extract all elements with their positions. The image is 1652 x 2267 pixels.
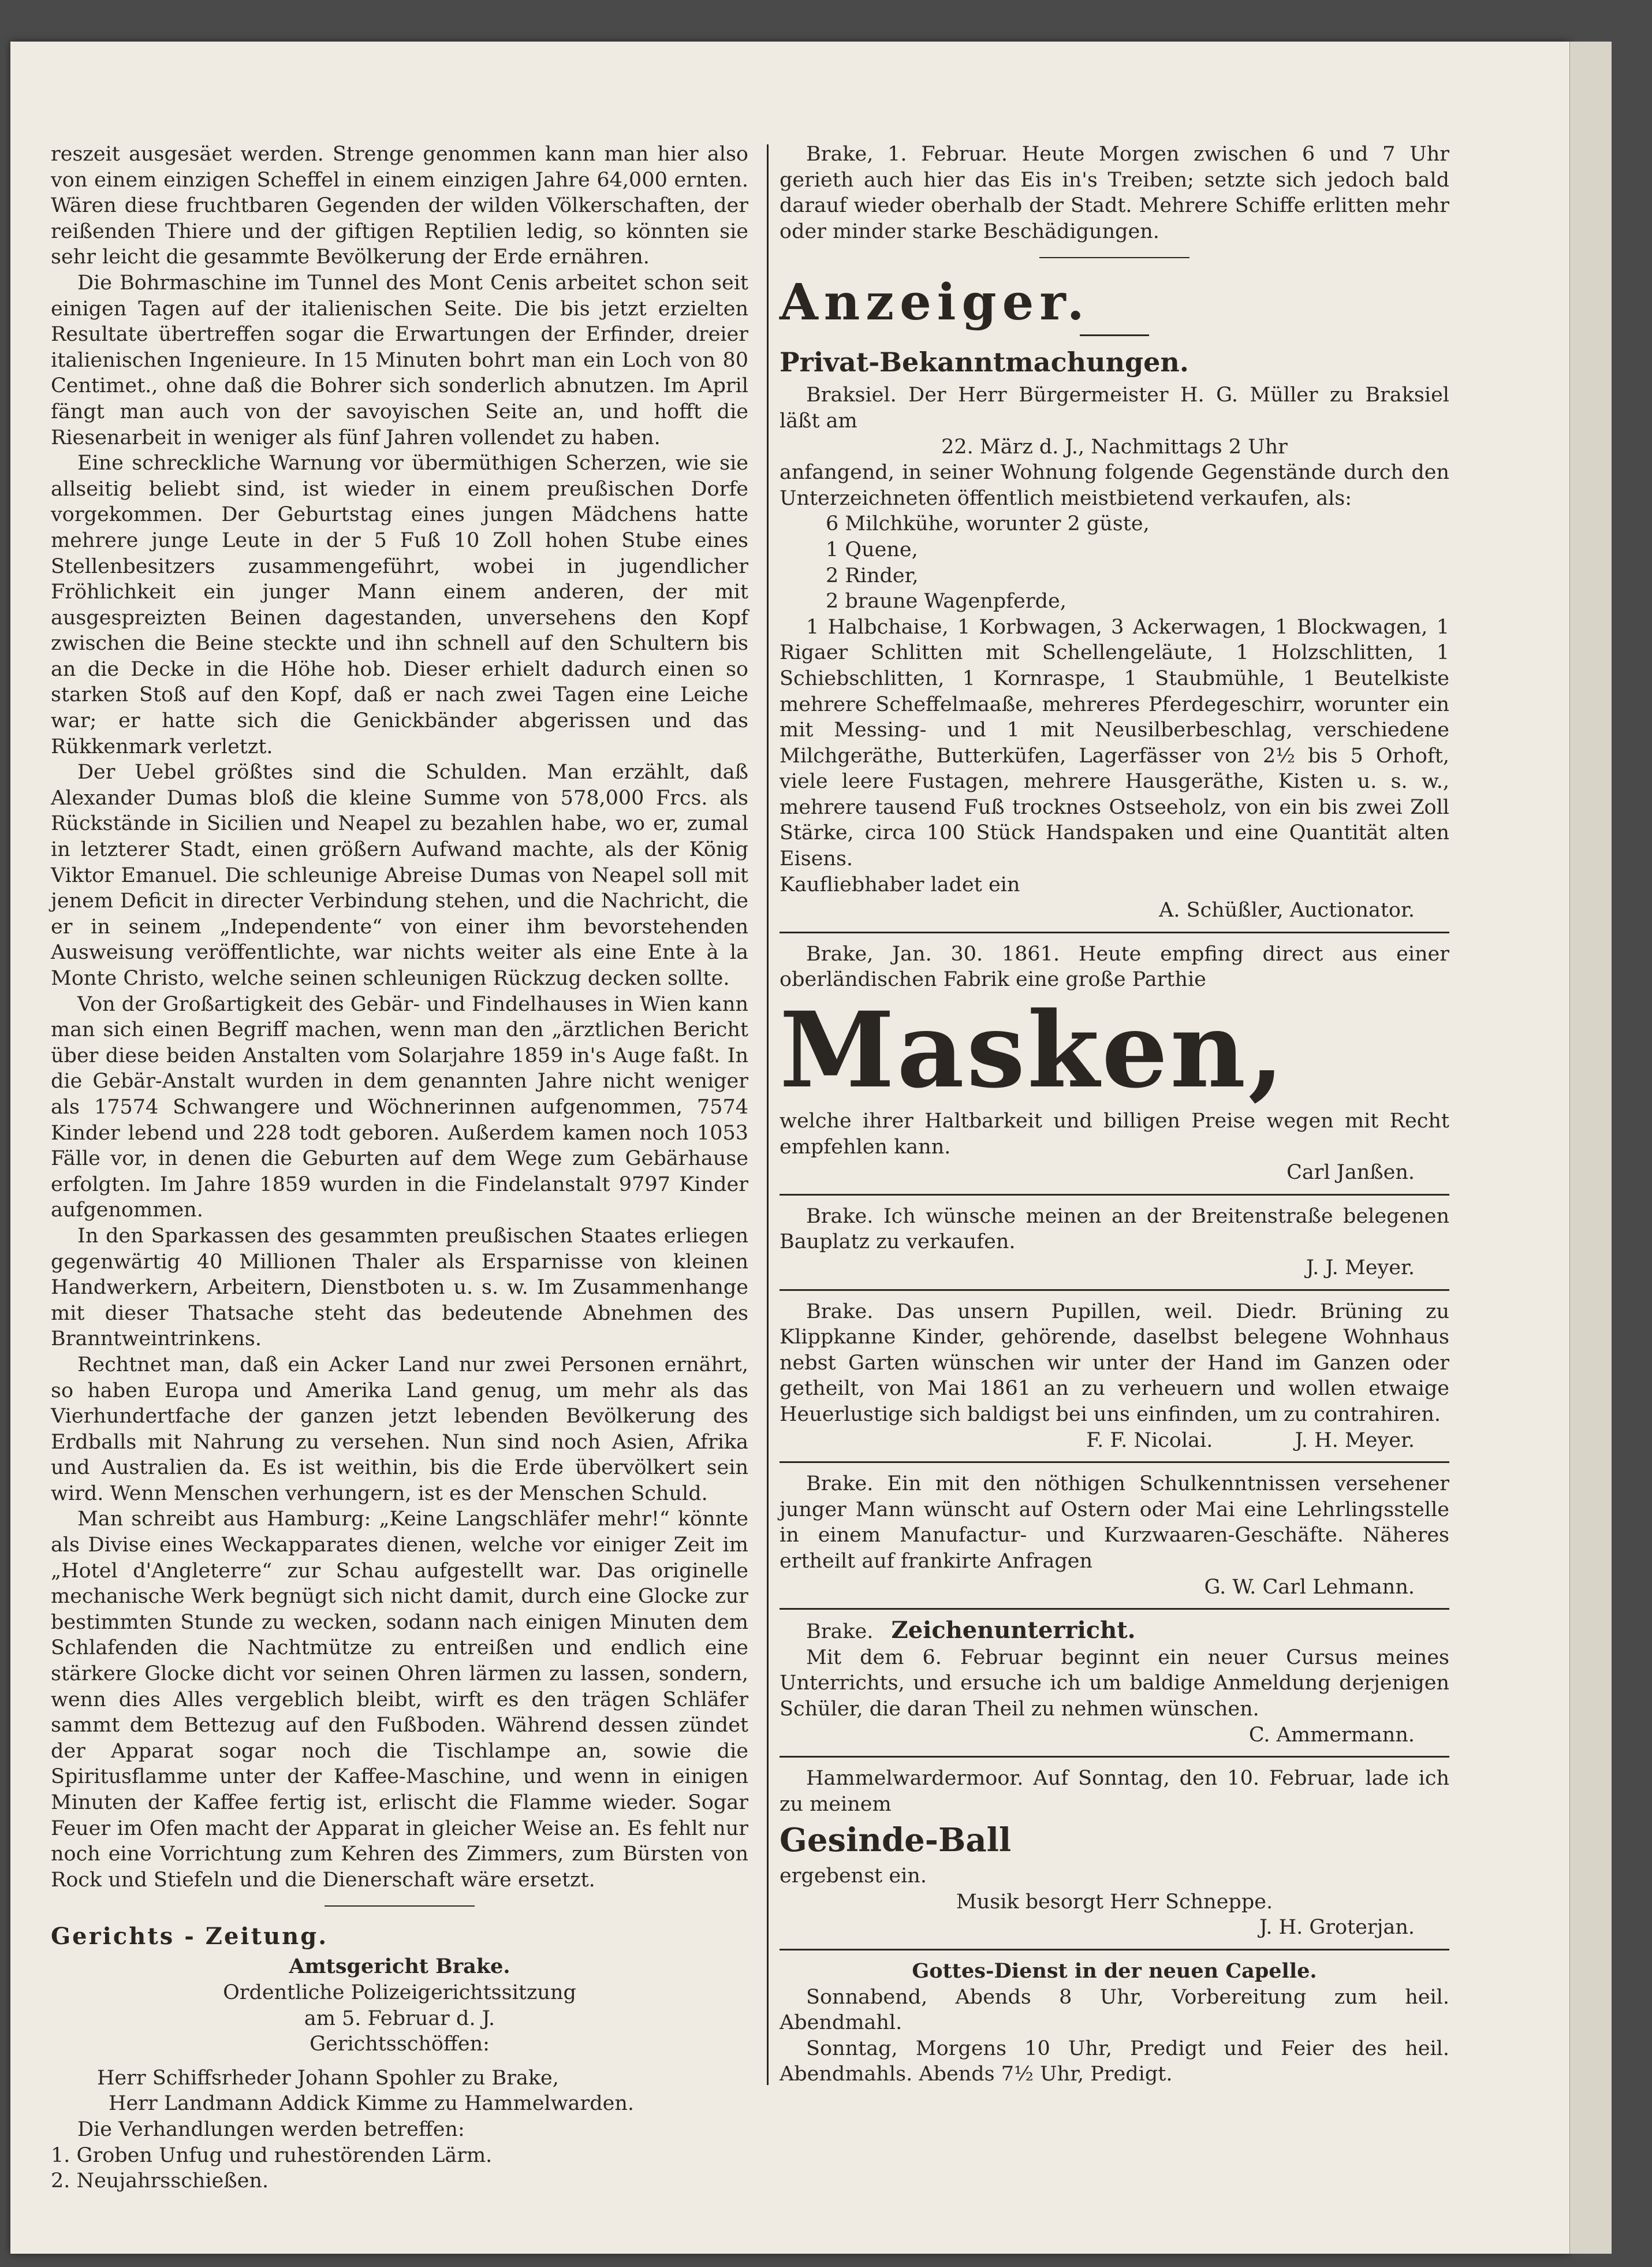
ball-music: Musik besorgt Herr Schneppe. [956,1890,1273,1914]
auction-intro: Braksiel. Der Herr Bürgermeister H. G. Müller zu Braksiel läßt am [780,384,1449,433]
right-column [780,142,1449,2087]
court-line: Gerichtsschöffen: [309,2033,490,2056]
masken-text: welche ihrer Haltbarkeit und billigen Preise wegen mit Recht empfehlen kann. [780,1110,1449,1159]
article-paragraph: Man schreibt aus Hamburg: „Keine Langschläfer mehr!“ könnte als Divise eines Weckapparates dienen, welche vor einiger Zeit im „Hotel d'Angleterre“ zur Schau aufgestellt war. Das originelle mechanische Werk begnügt sich nicht damit, durch eine Glocke zur bestimmten Stunde zu wecken, sodann nach einigen Minuten dem Schlafenden die Nachtmütze zu entreißen und endlich eine stärkere Glocke dicht vor seinen Ohren lärmen zu lassen, sondern, wenn dies Alles vergeblich bleibt, wirft es den trägen Schläfer sammt dem Bettezug auf den Fußboden. Während dessen zündet der Apparat sogar noch die Tischlampe an, sowie die Spiritusflamme unter der Kaffee-Maschine, und wenn in einigen Minuten der Kaffee fertig ist, erlischt die Flamme wieder. Sogar Feuer im Ofen macht der Apparat in gleicher Weise an. Es fehlt nur noch eine Vorrichtung zum Kehren des Zimmers, zum Bürsten von Rock und Stiefeln und die Dienerschaft wäre ersetzt. [51,1507,748,1892]
column-rule [767,144,769,2085]
article-paragraph: Rechtnet man, daß ein Acker Land nur zwei Personen ernährt, so haben Europa und Amerika Land genug, um mehr als das Vierhundertfache der ganzen jetzt lebenden Bevölkerung des Erdballs mit Nahrung zu versehen. Nun sind noch Asien, Afrika und Australien da. Es ist weithin, bis die Erde übervölkert sein wird. Wenn Menschen verhungern, ist es der Menschen Schuld. [51,1353,748,1505]
wohnhaus-signature: J. H. Meyer. [1295,1428,1415,1452]
article-paragraph: In den Sparkassen des gesammten preußischen Staates erliegen gegenwärtig 40 Millionen Thaler als Ersparnisse von kleinen Handwerkern, Arbeitern, Dienstboten u. s. w. Im Zusammenhange mit dieser Thatsache steht das bedeutende Abnehmen des Branntweintrinkens. [51,1224,748,1351]
left-column [51,142,748,2194]
auction-item: 2 Rinder, [826,564,919,587]
lehrling-signature: G. W. Carl Lehmann. [1204,1575,1415,1599]
zeichnen-title: Zeichenunterricht. [891,1617,1136,1644]
court-subtitle: Amtsgericht Brake. [289,1955,510,1979]
ball-headline: Gesinde-Ball [780,1821,1012,1860]
article-paragraph: Eine schreckliche Warnung vor übermüthigen Scherzen, wie sie allseitig beliebt sind, ist wieder in einem preußischen Dorfe vorgekommen. Der Geburtstag eines jungen Mädchens hatte mehrere junge Leute in der 5 Fuß 10 Zoll hohen Stube eines Stellenbesitzers zusammengeführt, wobei in jugendlicher Fröhlichkeit ein junger Mann einem anderen, der mit ausgespreizten Beinen dagestanden, unversehens den Kopf zwischen die Beine steckte und ihn schnell auf den Schultern bis an die Decke in die Höhe hob. Dieser erhielt dadurch einen so starken Stoß auf den Kopf, daß er nach zwei Tagen eine Leiche war; er hatte sich die Genickbänder abgerissen und das Rükkenmark verletzt. [51,452,748,758]
gottesdienst-line: Sonnabend, Abends 8 Uhr, Vorbereitung zum heil. Abendmahl. [780,1985,1449,2035]
zeichnen-signature: C. Ammermann. [1248,1723,1415,1747]
auction-item: 6 Milchkühe, worunter 2 güste, [826,512,1150,536]
court-title: Gerichts - Zeitung. [51,1923,329,1950]
private-title: Privat-Bekanntmachungen. [780,347,1189,378]
gottesdienst-title: Gottes-Dienst in der neuen Capelle. [912,1959,1317,1983]
ball-intro: Hammelwardermoor. Auf Sonntag, den 10. Februar, lade ich zu meinem [780,1767,1449,1816]
masken-signature: Carl Janßen. [1286,1161,1415,1185]
masken-headline: Masken, [780,989,1286,1112]
article-paragraph: Die Bohrmaschine im Tunnel des Mont Cenis arbeitet schon seit einigen Tagen auf der italienischen Seite. Die bis jetzt erzielten Resultate übertreffen sogar die Erwartungen der Erfinder, dreier italienischen Ingenieure. In 15 Minuten bohrt man ein Loch von 80 Centimet., ohne daß die Bohrer sich sonderlich abnutzen. Im April fängt man auch von der savoyischen Seite an, und hofft die Riesenarbeit in weniger als fünf Jahren vollendet zu haben. [51,271,748,449]
court-line: am 5. Februar d. J. [304,2007,495,2030]
divider [1080,334,1149,336]
divider [780,1194,1449,1196]
divider [780,1461,1449,1463]
anzeiger-title: Anzeiger. [780,273,1090,332]
auction-signature: A. Schüßler, Auctionator. [1159,899,1415,922]
divider [1039,257,1189,258]
article-paragraph: Der Uebel größtes sind die Schulden. Man erzählt, daß Alexander Dumas bloß die kleine Summe von 578,000 Frcs. als Rückstände in Sicilien und Neapel zu bezahlen habe, wo er, zumal in letzterer Stadt, einen größern Aufwand machte, als der König Viktor Emanuel. Die schleunige Abreise Dumas von Neapel soll mit jenem Deficit in directer Verbindung stehen, und die Nachricht, die er in seinem „Independente“ von einer ihm bevorstehenden Ausweisung veröffentlichte, war nichts weiter als eine Ente à la Monte Christo, welche seinen schleunigen Rückzug decken sollte. [51,761,748,990]
divider [780,1756,1449,1758]
court-member: Herr Schiffsrheder Johann Spohler zu Brake, [97,2066,559,2090]
zeichnen-text: Mit dem 6. Februar beginnt ein neuer Cursus meines Unterrichts, und ersuche ich um baldige Anmeldung derjenigen Schüler, die daran Theil zu nehmen wünschen. [780,1646,1449,1721]
divider [780,1949,1449,1950]
court-case: 1. Groben Unfug und ruhestörenden Lärm. [51,2143,493,2167]
wohnhaus-text: Brake. Das unsern Pupillen, weil. Diedr. Brüning zu Klippkanne Kinder, gehörende, daselbst belegene Wohnhaus nebst Garten wünschen wir unter der Hand im Ganzen oder getheilt, von Mai 1861 an zu verheuern und wollen etwaige Heuerlustige sich baldigst bei uns einfinden, um zu contrahiren. [780,1300,1449,1426]
court-intro: Die Verhandlungen werden betreffen: [77,2117,465,2141]
divider [325,1905,475,1907]
article-paragraph: reszeit ausgesäet werden. Strenge genommen kann man hier also von einem einzigen Scheffel in einem einzigen Jahre 64,000 ernten. Wären diese fruchtbaren Gegenden der wilden Völkerschaften, der reißenden Thiere und der giftigen Reptilien ledig, so könnten sie sehr leicht die gesammte Bevölkerung der Erde ernähren. [51,143,748,269]
divider [780,1608,1449,1610]
court-case: 2. Neujahrsschießen. [51,2169,269,2193]
masken-intro: Brake, Jan. 30. 1861. Heute empfing direct aus einer oberländischen Fabrik eine große Parthie [780,942,1449,992]
auction-item: 1 Quene, [826,538,918,561]
auction-text: anfangend, in seiner Wohnung folgende Gegenstände durch den Unterzeichneten öffentlich meistbietend verkaufen, als: [780,461,1449,510]
page-edge [1569,42,1612,2254]
zeichnen-heading [780,1618,1449,1645]
divider [780,1289,1449,1291]
wohnhaus-signature: F. F. Nicolai. [1086,1428,1213,1452]
auction-items: 1 Halbchaise, 1 Korbwagen, 3 Ackerwagen, 1 Blockwagen, 1 Rigaer Schlitten mit Schellengeläute, 1 Holzschlitten, 1 Schiebschlitten, 1 Kornraspe, 1 Staubmühle, 1 Beutelkiste mehrere Scheffelmaaße, mehreres Pferdegeschirr, worunter ein mit Messing- und 1 mit Neusilberbeschlag, verschiedene Milchgeräthe, Butterküfen, Lagerfässer von 2½ bis 5 Orhoft, viele leere Fustagen, mehrere Hausgeräthe, Kisten u. s. w., mehrere tausend Fuß trocknes Ostseeholz, von ein bis zwei Zoll Stärke, circa 100 Stück Handspaken und eine Quantität alten Eisens. [780,615,1449,871]
ball-signature: J. H. Groterjan. [1259,1916,1415,1940]
zeichnen-place: Brake. [806,1620,874,1644]
auction-closing: Kaufliebhaber ladet ein [780,873,1020,896]
court-member: Herr Landmann Addick Kimme zu Hammelwarden. [109,2092,635,2116]
article-paragraph: Von der Großartigkeit des Gebär- und Findelhauses in Wien kann man sich einen Begriff machen, wenn man den „ärztlichen Bericht über diese beiden Anstalten vom Solarjahre 1859 in's Auge faßt. In die Gebär-Anstalt wurden in dem genannten Jahre nicht weniger als 17574 Schwangere und Wöchnerinnen aufgenommen, 7574 Kinder lebend und 228 todt geboren. Außerdem kamen noch 1053 Fälle vor, in denen die Geburten auf dem Wege zum Gebärhause erfolgten. Im Jahre 1859 wurden in die Findelanstalt 9797 Kinder aufgenommen. [51,992,748,1222]
lehrling-text: Brake. Ein mit den nöthigen Schulkenntnissen versehener junger Mann wünscht auf Ostern oder Mai eine Lehrlingsstelle in einem Manufactur- und Kurzwaaren-Geschäfte. Näheres ertheilt auf frankirte Anfragen [780,1472,1449,1573]
ball-text: ergebenst ein. [780,1864,927,1888]
gottesdienst-line: Sonntag, Morgens 10 Uhr, Predigt und Feier des heil. Abendmahls. Abends 7½ Uhr, Predigt. [780,2037,1449,2086]
court-line: Ordentliche Polizeigerichtssitzung [223,1981,576,2004]
bauplatz-text: Brake. Ich wünsche meinen an der Breitenstraße belegenen Bauplatz zu verkaufen. [780,1204,1449,1254]
divider [780,932,1449,933]
auction-item: 2 braune Wagenpferde, [826,590,1066,613]
news-brake: Brake, 1. Februar. Heute Morgen zwischen 6 und 7 Uhr gerieth auch hier das Eis in's Treiben; setzte sich jedoch bald darauf wieder oberhalb der Stadt. Mehrere Schiffe erlitten mehr oder minder starke Beschädigungen. [780,143,1449,243]
auction-date: 22. März d. J., Nachmittags 2 Uhr [941,435,1288,459]
wohnhaus-signatures [780,1428,1449,1454]
bauplatz-signature: J. J. Meyer. [1306,1256,1415,1279]
